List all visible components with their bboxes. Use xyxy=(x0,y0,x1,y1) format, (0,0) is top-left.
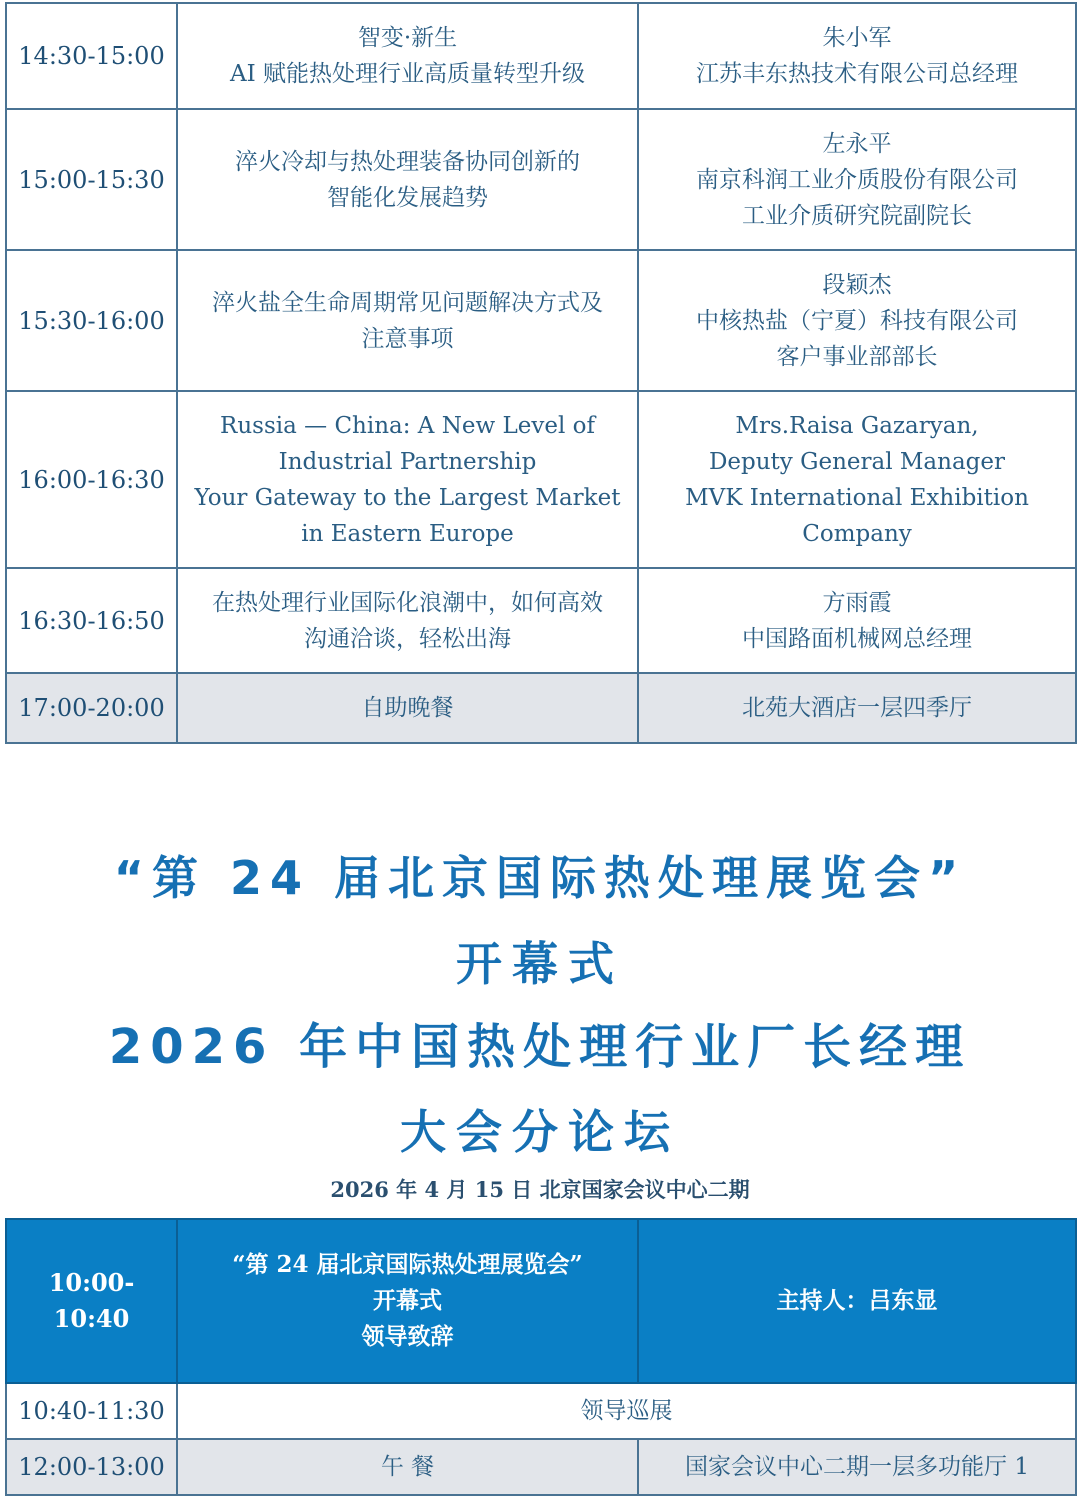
topic-line: “第 24 届北京国际热处理展览会” xyxy=(232,1251,583,1278)
schedule-row xyxy=(6,391,1076,568)
speaker-line: 朱小军 xyxy=(822,25,892,51)
speaker-line: 左永平 xyxy=(822,130,892,157)
speaker-cell xyxy=(638,673,1076,743)
speaker-line: 南京科润工业介质股份有限公司 xyxy=(696,166,1018,193)
time-cell: 12:00-13:00 xyxy=(6,1439,177,1495)
topic-cell xyxy=(177,3,638,109)
morning-schedule-table xyxy=(5,1218,1077,1496)
time-cell: 15:30-16:00 xyxy=(6,250,177,391)
topic-line: 智能化发展趋势 xyxy=(327,184,488,211)
schedule-row-lunch xyxy=(6,1439,1076,1495)
time-cell: 16:00-16:30 xyxy=(6,391,177,568)
speaker-line: 客户事业部部长 xyxy=(776,343,938,370)
speaker-line: Mrs.Raisa Gazaryan, xyxy=(735,412,979,439)
time-cell: 10:00-10:40 xyxy=(6,1219,177,1383)
sub-forum-title: 大会分论坛 xyxy=(400,1105,680,1159)
topic-cell xyxy=(177,1219,638,1383)
schedule-row-opening xyxy=(6,1219,1076,1383)
speaker-cell xyxy=(638,391,1076,568)
host-cell: 主持人：吕东显 xyxy=(638,1219,1076,1383)
schedule-row xyxy=(6,250,1076,391)
topic-cell xyxy=(177,109,638,250)
speaker-line: 段颖杰 xyxy=(822,271,892,298)
topic-line: 沟通洽谈，轻松出海 xyxy=(304,625,511,652)
topic-line: 淬火盐全生命周期常见问题解决方式及 xyxy=(212,289,603,316)
speaker-line: Company xyxy=(802,520,912,547)
topic-line: Industrial Partnership xyxy=(278,448,537,475)
topic-line: 淬火冷却与热处理装备协同创新的 xyxy=(235,148,580,175)
speaker-line: 方雨霞 xyxy=(822,589,892,616)
topic-line: Russia — China: A New Level of xyxy=(220,412,595,439)
exhibition-title: “第 24 届北京国际热处理展览会” xyxy=(113,851,967,905)
time-cell: 17:00-20:00 xyxy=(6,673,177,743)
topic-line: AI 赋能热处理行业高质量转型升级 xyxy=(229,61,585,87)
speaker-cell xyxy=(638,568,1076,673)
topic-line: 自助晚餐 xyxy=(361,695,454,721)
activity-cell: 午 餐 xyxy=(177,1439,638,1495)
afternoon-schedule-table xyxy=(5,2,1077,744)
activity-cell: 领导巡展 xyxy=(177,1383,1076,1439)
topic-line: 领导致辞 xyxy=(361,1323,454,1350)
speaker-line: 中国路面机械网总经理 xyxy=(742,625,972,652)
time-cell: 14:30-15:00 xyxy=(6,3,177,109)
topic-line: 开幕式 xyxy=(373,1287,442,1314)
speaker-line: 中核热盐（宁夏）科技有限公司 xyxy=(696,307,1018,334)
topic-cell xyxy=(177,250,638,391)
topic-line: 在热处理行业国际化浪潮中，如何高效 xyxy=(212,589,603,616)
speaker-cell xyxy=(638,3,1076,109)
speaker-cell xyxy=(638,250,1076,391)
speaker-line: 北苑大酒店一层四季厅 xyxy=(742,695,972,721)
topic-line: in Eastern Europe xyxy=(301,520,514,547)
topic-line: 智变·新生 xyxy=(357,25,458,51)
topic-line: 注意事项 xyxy=(361,325,454,352)
topic-cell xyxy=(177,391,638,568)
topic-cell xyxy=(177,568,638,673)
date-venue: 2026 年 4 月 15 日 北京国家会议中心二期 xyxy=(330,1177,750,1202)
speaker-line: 工业介质研究院副院长 xyxy=(742,202,972,229)
time-cell: 16:30-16:50 xyxy=(6,568,177,673)
speaker-line: 江苏丰东热技术有限公司总经理 xyxy=(696,61,1018,87)
topic-line: Your Gateway to the Largest Market xyxy=(194,484,621,511)
speaker-line: MVK International Exhibition xyxy=(685,484,1029,511)
schedule-row xyxy=(6,673,1076,743)
speaker-cell xyxy=(638,109,1076,250)
forum-title: 2026 年中国热处理行业厂长经理 xyxy=(108,1019,972,1075)
venue-cell: 国家会议中心二期一层多功能厅 1 xyxy=(638,1439,1076,1495)
schedule-row xyxy=(6,3,1076,109)
schedule-row xyxy=(6,109,1076,250)
topic-cell xyxy=(177,673,638,743)
schedule-row xyxy=(6,568,1076,673)
time-cell: 15:00-15:30 xyxy=(6,109,177,250)
schedule-row-tour xyxy=(6,1383,1076,1439)
time-cell: 10:40-11:30 xyxy=(6,1383,177,1439)
opening-ceremony-title: 开幕式 xyxy=(456,937,624,991)
speaker-line: Deputy General Manager xyxy=(708,448,1006,475)
